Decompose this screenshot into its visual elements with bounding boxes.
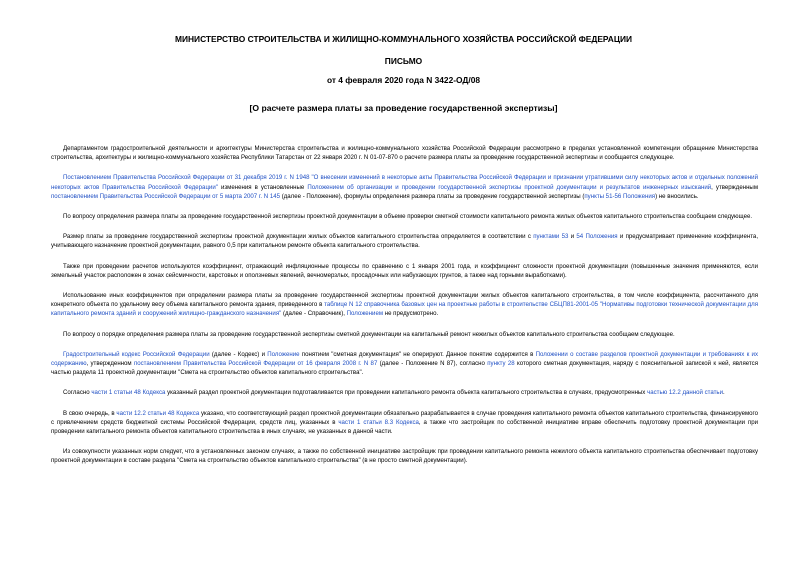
paragraph [51, 144, 758, 162]
paragraph [51, 232, 758, 250]
paragraph [51, 262, 758, 280]
document-link[interactable]: частью 12.2 данной статьи [647, 389, 724, 397]
paragraph [51, 330, 758, 339]
document-link[interactable]: таблице N 12 справочника базовых цен на проектные работы в строительстве СБЦП81-2001-05 "Нормативы подготовки технической документации для капитального ремонта зданий и сооружений жилищно-гражданского назначения" [51, 301, 759, 318]
document-date-number: от 4 февраля 2020 года N 3422-ОД/08 [326, 75, 481, 85]
document-link[interactable]: Градостроительный кодекс Российской Федерации [63, 350, 210, 358]
document-type: ПИСЬМО [384, 56, 423, 66]
paragraph-text: понятием "сметная документация" не оперируют. Данное понятие содержится в [299, 350, 536, 358]
document-link[interactable]: Положением [346, 310, 384, 318]
paragraph-text: . [723, 389, 725, 397]
paragraph-text: ) не вносились. [655, 192, 699, 200]
paragraph-text: которого сметная документация, наряду с пояснительной запиской к ней, является частью раздела 11 проектной документации "Смета на строительство объектов капитального строительства". [51, 360, 759, 377]
document-link[interactable]: части 1 статьи 8.3 Кодекса [338, 418, 419, 426]
paragraph-text: В свою очередь, в [63, 409, 117, 417]
paragraph [51, 291, 758, 319]
document-link[interactable]: постановлением Правительства Российской Федерации от 5 марта 2007 г. N 145 [51, 192, 281, 200]
paragraph [51, 447, 758, 465]
paragraph-text: Согласно [63, 389, 92, 397]
paragraph-text: и предусматривает применение коэффициента, учитывающего назначение проектной документации, равного 0,5 при капитальном ремонте объекта капитального строительства. [51, 233, 759, 250]
paragraph-text: (далее - Справочник), [281, 310, 347, 318]
paragraph-text: , утвержденным [711, 183, 759, 191]
document-body [51, 144, 758, 477]
paragraph [51, 212, 758, 221]
document-link[interactable]: пункту 28 [487, 360, 515, 368]
document-link[interactable]: части 1 статьи 48 Кодекса [91, 389, 166, 397]
paragraph-text: По вопросу определения размера платы за проведение государственной экспертизы проектной документации в объеме проверки сметной стоимости капитального ремонта жилых объектов капитального строительства сообщаем следующее. [63, 213, 753, 221]
paragraph-text: Использование иных коэффициентов при определении размера платы за проведение государственной экспертизы проектной документации жилых объектов капитального строительства, в том числе коэффициента, рассчитанного для конкретного объекта по удельному весу объема капитального ремонта здания, приведенного в [51, 292, 758, 309]
paragraph-text: , утвержденном [86, 360, 134, 368]
paragraph-text: (далее - Кодекс) и [209, 350, 268, 358]
paragraph [51, 409, 758, 437]
document-link[interactable]: пунктами 53 [533, 233, 569, 241]
paragraph-text: , а также что застройщик по собственной инициативе вправе обеспечить подготовку проектной документации при проведении капитального ремонта объектов капитального строительства в иных случаях, не указанных в данной части. [51, 418, 758, 436]
document-link[interactable]: 54 Положения [576, 233, 618, 241]
paragraph-text: (далее - Положение N 87), согласно [377, 360, 488, 368]
paragraph-text: Из совокупности указанных норм следует, что в установленных законом случаях, а также по собственной инициативе застройщик при проведении капитального ремонта нежилого объекта капитального строительства обеспечивает подготовку проектной документации в составе раздела "Смета на строительство объектов капитального строительства" (в не просто сметной документации). [51, 448, 758, 465]
paragraph-text: Размер платы за проведение государственной экспертизы проектной документации жилых объектов капитального строительства определяется в соответствии с [63, 233, 534, 241]
document-link[interactable]: пункты 51-56 Положения [584, 192, 656, 200]
paragraph [51, 388, 758, 397]
document-subject: [О расчете размера платы за проведение государственной экспертизы] [249, 103, 558, 113]
paragraph-text: указанный раздел проектной документации подготавливается при проведении капитального ремонта объекта капитального строительства в случаях, предусмотренных [165, 389, 648, 397]
paragraph-text: и [568, 233, 577, 241]
document-link[interactable]: Положением об организации и проведении государственной экспертизы проектной документации и результатов инженерных изысканий [307, 183, 712, 191]
document-link[interactable]: Положение [267, 350, 300, 358]
paragraph-text: Департаментом градостроительной деятельности и архитектуры Министерства строительства и жилищно-коммунального хозяйства Российской Федерации рассмотрено в пределах установленной компетенции обращение Министерства строительства, архитектуры и жилищно-коммунального хозяйства Республики Татарстан от 22 января 2020 г. N 01-07-870 о расчете размера платы за проведение государственной экспертизы и сообщается следующее. [51, 145, 758, 162]
document-link[interactable]: Постановлением Правительства Российской Федерации от 31 декабря 2019 г. N 1948 "О внесении изменений в некоторые акты Правительства Российской Федерации и признании утратившими силу некоторых актов и отдельных положений некоторых актов Правительства Российской Федерации" [51, 174, 758, 191]
paragraph-text: По вопросу о порядке определения размера платы за проведение государственной экспертизы сметной документации на капитальный ремонт нежилых объектов капитального строительства сообщаем следующее. [63, 330, 675, 338]
paragraph-text: (далее - Положение), формулы определения размера платы за проведение государственной экспертизы ( [280, 192, 585, 200]
paragraph-text: не предусмотрено. [383, 310, 439, 318]
paragraph [51, 173, 758, 201]
paragraph-text: указано, что соответствующий раздел проектной документации обязательно разрабатывается в случае проведения капитального ремонта объектов капитального строительства, финансируемого с привлечением средств бюджетной системы Российской Федерации, средств лиц, указанных в [51, 409, 759, 426]
document-link[interactable]: постановлением Правительства Российской Федерации от 16 февраля 2008 г. N 87 [133, 360, 378, 368]
paragraph [51, 350, 758, 378]
paragraph-text: Также при проведении расчетов используются коэффициент, отражающий инфляционные процессы по сравнению с 1 января 2001 года, и коэффициент сложности проектной документации (повышенные значения применяются, если земельный участок расположен в зонах сейсмичности, карстовых и оползневых явлений, вечномерзлых, просадочных или набухающих грунтов, а также над горными выработками). [51, 262, 758, 279]
document-link[interactable]: части 12.2 статьи 48 Кодекса [116, 409, 200, 417]
document-link[interactable]: Положении о составе разделов проектной документации и требованиях к их содержанию [51, 350, 758, 368]
ministry-heading: МИНИСТЕРСТВО СТРОИТЕЛЬСТВА И ЖИЛИЩНО-КОММУНАЛЬНОГО ХОЗЯЙСТВА РОССИЙСКОЙ ФЕДЕРАЦИИ [175, 34, 632, 44]
paragraph-text: изменения в установленные [217, 183, 308, 191]
